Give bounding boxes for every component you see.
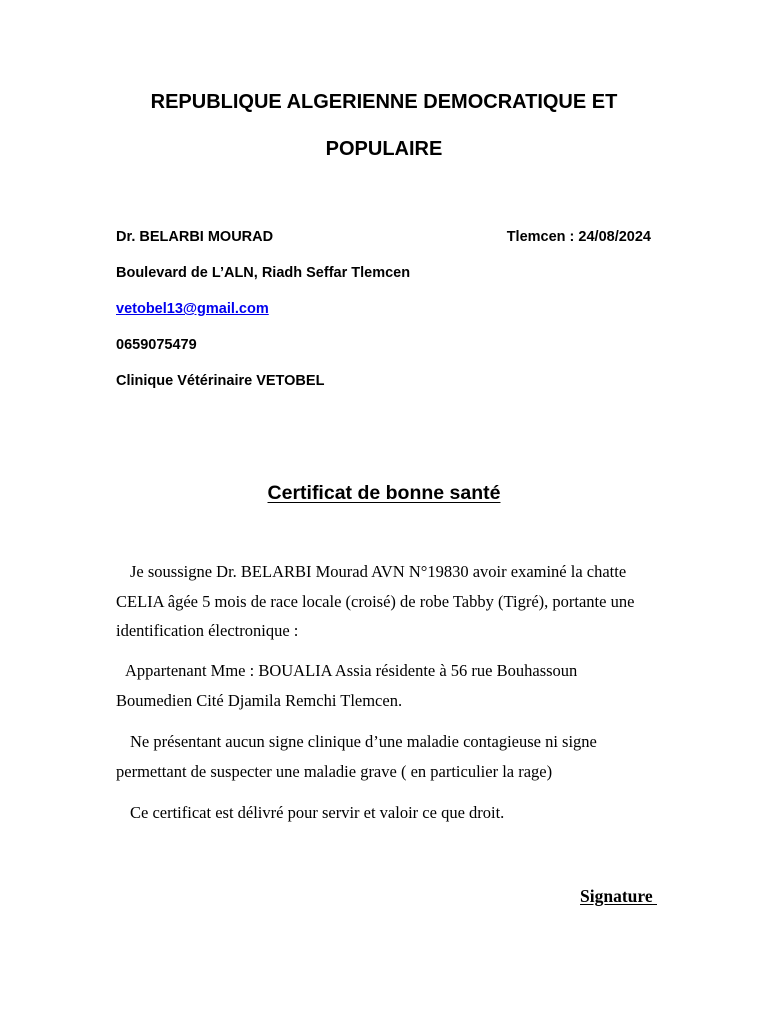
paragraph-health-status: Ne présentant aucun signe clinique d’une maladie contagieuse ni signe permettant de suspecter une maladie grave ( en particulier la rage) [116, 732, 597, 781]
clinic-address: Boulevard de L’ALN, Riadh Seffar Tlemcen [116, 265, 411, 281]
certificate-title-text: Certificat de bonne santé [267, 482, 501, 504]
paragraph-owner: Appartenant Mme : BOUALIA Assia résidente à 56 rue Bouhassoun Boumedien Cité Djamila Remchi Tlemcen. [116, 661, 578, 710]
header-title-line-1: REPUBLIQUE ALGERIENNE DEMOCRATIQUE ET [150, 91, 618, 113]
header-title-line-2: POPULAIRE [325, 138, 443, 160]
paragraph-closing: Ce certificat est délivré pour servir et valoir ce que droit. [130, 803, 505, 822]
signature-label: Signature [580, 886, 657, 906]
paragraph-examination: Je soussigne Dr. BELARBI Mourad AVN N°19830 avoir examiné la chatte CELIA âgée 5 mois de race locale (croisé) de robe Tabby (Tigré), portante une identification électronique : [116, 562, 635, 640]
clinic-name: Clinique Vétérinaire VETOBEL [116, 373, 325, 389]
certificate-title [0, 481, 768, 505]
email-link[interactable]: vetobel13@gmail.com [116, 301, 269, 317]
phone-number: 0659075479 [116, 337, 197, 353]
doctor-name: Dr. BELARBI MOURAD [116, 229, 274, 245]
place-date: Tlemcen : 24/08/2024 [506, 229, 651, 245]
